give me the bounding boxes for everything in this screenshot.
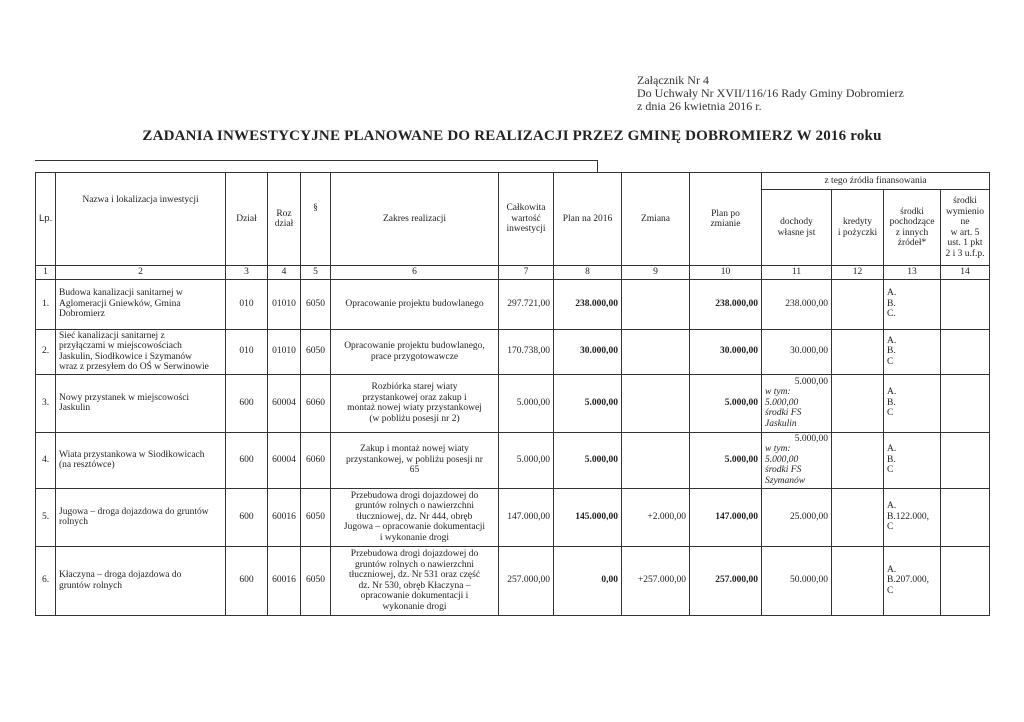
cell-zakres-line: gruntów rolnych o nawierzchni [355,559,474,570]
cell-srodki-line: B. [887,397,896,408]
cell-srodki-line: B.207.000, [887,575,929,586]
cell-dochody [762,329,832,374]
cell-dochody-line: środki FS [765,465,802,476]
col-zrodla-finansowania: z tego źródła finansowania [762,173,990,190]
cell-kredyty [832,546,884,615]
cell-planpo: 147.000,00 [690,488,762,546]
cell-nazwa [56,329,226,374]
cell-dochody-line: 238.000,00 [785,298,828,309]
col-kredyty [832,190,884,266]
cell-dochody-line: środki FS [765,408,802,419]
cell-zakres-line: (w pobliżu posesji nr 2) [369,413,460,424]
col-wym-line-6: 2 i 3 u.f.p. [945,248,985,259]
column-number: 7 [499,266,554,280]
table-row [36,374,990,432]
cell-srodki-line: B.122.000, [887,511,929,522]
cell-zmiana [622,374,690,432]
cell-rozdzial: 60004 [268,432,301,488]
col-plan-po-zmianie [690,173,762,266]
cell-plan: 5.000,00 [554,432,622,488]
col-srodki-line-4: źródeł* [897,238,927,248]
cell-rozdzial: 01010 [268,329,301,374]
header-line-3: z dnia 26 kwietnia 2016 r. [637,99,762,113]
cell-dzial: 600 [226,488,268,546]
table-row [36,279,990,329]
cell-zakres-line: montaż nowej wiaty przystankowej [347,403,482,413]
column-number: 3 [226,266,268,280]
col-zmiana: Zmiana [622,173,690,266]
col-calkowita-line-2: wartość [511,213,541,224]
cell-plan: 30.000,00 [554,329,622,374]
col-calkowita-line-1: Całkowita [506,203,546,214]
cell-kredyty [832,279,884,329]
col-dochody-line-2: własne jst [777,227,816,238]
cell-calkowita: 5.000,00 [499,374,554,432]
cell-plan: 0,00 [554,546,622,615]
cell-srodki [884,546,941,615]
cell-zakres [331,374,499,432]
cell-srodki-line: A. [887,444,897,455]
cell-dzial: 600 [226,374,268,432]
cell-dzial: 600 [226,432,268,488]
table-row [36,488,990,546]
cell-nazwa-line: Jaskulin [59,403,91,413]
cell-zakres-line: Przebudowa drogi dojazdowej do [350,490,479,501]
cell-zmiana [622,329,690,374]
cell-zakres-line: przystankowej oraz zakup i [362,392,467,403]
table-top-line [35,160,597,161]
cell-dochody-line: w tym: [765,444,791,455]
cell-kredyty [832,488,884,546]
col-dzial: Dział [226,173,268,266]
cell-srodki-line: C [887,408,894,419]
cell-zmiana: +2.000,00 [622,488,690,546]
cell-dzial: 010 [226,279,268,329]
col-rozdzial [268,173,301,266]
column-number: 11 [762,266,832,280]
col-planpo-line-1: Plan po [711,208,740,219]
cell-nazwa-line: Budowa kanalizacji sanitarnej w [59,288,183,299]
column-number: 9 [622,266,690,280]
cell-wym [941,374,990,432]
header-line-1: Załącznik Nr 4 [637,73,709,87]
cell-planpo: 5.000,00 [690,432,762,488]
cell-zakres-line: tłuczniowej, dz. Nr 531 oraz część [348,570,481,580]
col-wym-line-3: ne [960,217,970,227]
cell-zakres-line: przystankowej, w pobliżu posesji nr [346,454,483,465]
cell-rozdzial: 60016 [268,546,301,615]
col-rozdzial-line-1: Roz [276,208,292,219]
cell-zakres-line: gruntów rolnych o nawierzchni [355,501,474,512]
cell-srodki-line: A. [887,501,897,512]
cell-lp: 4. [36,432,56,488]
cell-zakres-line: opracowanie dokumentacji i [360,591,469,601]
cell-dochody-line: 5.000,00 [794,433,828,444]
cell-srodki-line: A. [887,288,897,299]
header-line-2: Do Uchwały Nr XVII/116/16 Rady Gminy Dobromierz [637,86,904,100]
cell-planpo: 5.000,00 [690,374,762,432]
cell-dochody-line: w tym: [765,387,791,398]
col-calkowita [499,173,554,266]
cell-zakres-line: Opracowanie projektu budowlanego, [344,341,485,351]
cell-zakres-line: Opracowanie projektu budowlanego [345,298,484,309]
page-title: ZADANIA INWESTYCYJNE PLANOWANE DO REALIZACJI PRZEZ GMINĘ DOBROMIERZ W 2016 roku [142,128,882,144]
column-number: 10 [690,266,762,280]
cell-paragraf: 6050 [301,546,331,615]
cell-nazwa-line: przyłączami w miejscowościach [59,341,182,351]
cell-srodki-line: C. [887,309,896,320]
investment-table [35,172,990,616]
col-kredyty-line-2: i pożyczki [837,227,878,238]
col-wym-line-4: w art. 5 [950,227,980,238]
column-number: 14 [941,266,990,280]
cell-calkowita: 147.000,00 [499,488,554,546]
table-row [36,432,990,488]
cell-nazwa-line: Wiata przystankowa w Siodłkowicach [59,449,205,460]
cell-nazwa-line: wraz z przesyłem do OŚ w Serwinowie [59,362,209,372]
cell-srodki [884,329,941,374]
cell-nazwa-line: Jaskulin, Siodłkowice i Szymanów [59,351,192,362]
cell-paragraf: 6060 [301,374,331,432]
column-number: 8 [554,266,622,280]
column-number: 6 [331,266,499,280]
col-srodki-line-2: pochodzące [889,217,935,227]
cell-nazwa [56,279,226,329]
column-number: 4 [268,266,301,280]
cell-srodki [884,432,941,488]
cell-planpo: 238.000,00 [690,279,762,329]
cell-srodki-line: C [887,465,894,476]
cell-dochody [762,432,832,488]
col-lp: Lp. [36,173,56,266]
cell-planpo: 257.000,00 [690,546,762,615]
cell-nazwa-line: Kłaczyna – droga dojazdowa do [59,570,182,580]
cell-srodki-line: B. [887,346,896,357]
cell-zmiana: +257.000,00 [622,546,690,615]
cell-dochody-line: 5.000,00 [765,454,799,465]
cell-wym [941,279,990,329]
col-wym-line-1: środki [953,196,977,206]
col-wym-line-5: ust. 1 pkt [947,238,983,248]
cell-calkowita: 5.000,00 [499,432,554,488]
cell-plan: 145.000,00 [554,488,622,546]
cell-nazwa [56,374,226,432]
table-body [36,279,990,615]
column-number: 1 [36,266,56,280]
cell-wym [941,329,990,374]
col-srodki-inne [884,190,941,266]
cell-zmiana [622,279,690,329]
cell-zakres-line: i wykonanie drogi [379,532,450,543]
cell-dzial: 010 [226,329,268,374]
col-rozdzial-line-2: dział [274,219,294,229]
cell-dochody-line: Szymanów [765,475,806,486]
cell-zakres [331,488,499,546]
document-header [637,74,904,113]
cell-zakres-line: wykonanie drogi [382,601,447,612]
cell-srodki-line: B. [887,298,896,309]
cell-zakres-line: Rozbiórka starej wiaty [371,382,458,392]
cell-zakres-line: tłuczniowej, dz. Nr 444, obręb [356,511,473,522]
cell-srodki-line: A. [887,335,897,346]
cell-nazwa [56,432,226,488]
cell-lp: 3. [36,374,56,432]
col-srodki-line-1: środki [900,206,924,217]
cell-lp: 5. [36,488,56,546]
cell-srodki-line: C [887,585,894,596]
col-nazwa: Nazwa i lokalizacja inwestycji [56,173,226,266]
table-row [36,546,990,615]
cell-dzial: 600 [226,546,268,615]
cell-wym [941,546,990,615]
cell-dochody [762,279,832,329]
cell-dochody-line: 5.000,00 [794,376,828,387]
cell-zakres-line: Zakup i montaż nowej wiaty [360,444,469,455]
cell-dochody [762,374,832,432]
cell-rozdzial: 60016 [268,488,301,546]
cell-zmiana [622,432,690,488]
cell-nazwa-line: Dobromierz [59,309,105,320]
cell-lp: 6. [36,546,56,615]
cell-srodki [884,374,941,432]
cell-zakres [331,329,499,374]
col-srodki-ufp [941,190,990,266]
cell-zakres-line: dz. Nr 530, obręb Kłaczyna – [358,580,471,591]
cell-calkowita: 170.738,00 [499,329,554,374]
cell-rozdzial: 01010 [268,279,301,329]
column-number: 2 [56,266,226,280]
cell-planpo: 30.000,00 [690,329,762,374]
cell-plan: 5.000,00 [554,374,622,432]
cell-paragraf: 6050 [301,279,331,329]
cell-paragraf: 6050 [301,329,331,374]
cell-dochody [762,488,832,546]
column-number: 13 [884,266,941,280]
cell-srodki-line: A. [887,387,897,398]
cell-calkowita: 297.721,00 [499,279,554,329]
cell-srodki-line: C [887,522,894,533]
col-planpo-line-2: zmianie [710,219,741,229]
cell-calkowita: 257.000,00 [499,546,554,615]
cell-dochody-line: 30.000,00 [790,346,828,357]
cell-zakres-line: Przebudowa drogi dojazdowej do [350,549,479,559]
table-row [36,329,990,374]
cell-nazwa-line: gruntów rolnych [59,580,123,591]
col-zakres: Zakres realizacji [331,173,499,266]
cell-nazwa-line: Nowy przystanek w miejscowości [59,392,190,403]
cell-zakres-line: Jugowa – opracowanie dokumentacji [343,522,486,533]
cell-zakres [331,546,499,615]
cell-dochody-line: 50.000,00 [790,575,828,586]
col-dochody [762,190,832,266]
cell-nazwa-line: Sieć kanalizacji sanitarnej z [59,330,165,341]
cell-dochody-line: 25.000,00 [790,511,828,522]
cell-dochody-line: Jaskulin [765,418,797,429]
cell-nazwa-line: Jugowa – droga dojazdowa do gruntów [59,506,209,517]
cell-nazwa-line: Aglomeracji Gniewków, Gmina [59,298,181,309]
cell-srodki [884,488,941,546]
cell-zakres [331,432,499,488]
col-paragraf: § [301,173,331,266]
cell-kredyty [832,374,884,432]
cell-nazwa-line: rolnych [59,517,89,527]
col-calkowita-line-3: inwestycji [506,224,546,235]
cell-wym [941,432,990,488]
col-srodki-line-3: z innych [895,227,929,238]
column-number-row [36,266,990,280]
cell-wym [941,488,990,546]
cell-lp: 2. [36,329,56,374]
cell-lp: 1. [36,279,56,329]
cell-nazwa-line: (na resztówce) [59,460,115,470]
header-row-1 [36,173,990,190]
cell-paragraf: 6050 [301,488,331,546]
column-number: 5 [301,266,331,280]
cell-paragraf: 6060 [301,432,331,488]
col-plan2016: Plan na 2016 [554,173,622,266]
column-number: 12 [832,266,884,280]
cell-plan: 238.000,00 [554,279,622,329]
cell-zakres [331,279,499,329]
cell-srodki-line: C [887,356,894,367]
col-kredyty-line-1: kredyty [842,217,873,227]
cell-rozdzial: 60004 [268,374,301,432]
cell-nazwa [56,546,226,615]
cell-srodki [884,279,941,329]
col-wym-line-2: wymienio [946,206,985,217]
col-dochody-line-1: dochody [780,217,813,227]
cell-dochody [762,546,832,615]
cell-srodki-line: B. [887,454,896,465]
cell-kredyty [832,432,884,488]
cell-zakres-line: prace przygotowawcze [370,351,459,362]
cell-srodki-line: A. [887,564,897,575]
cell-dochody-line: 5.000,00 [765,397,799,408]
cell-nazwa [56,488,226,546]
cell-kredyty [832,329,884,374]
cell-zakres-line: 65 [409,465,420,476]
